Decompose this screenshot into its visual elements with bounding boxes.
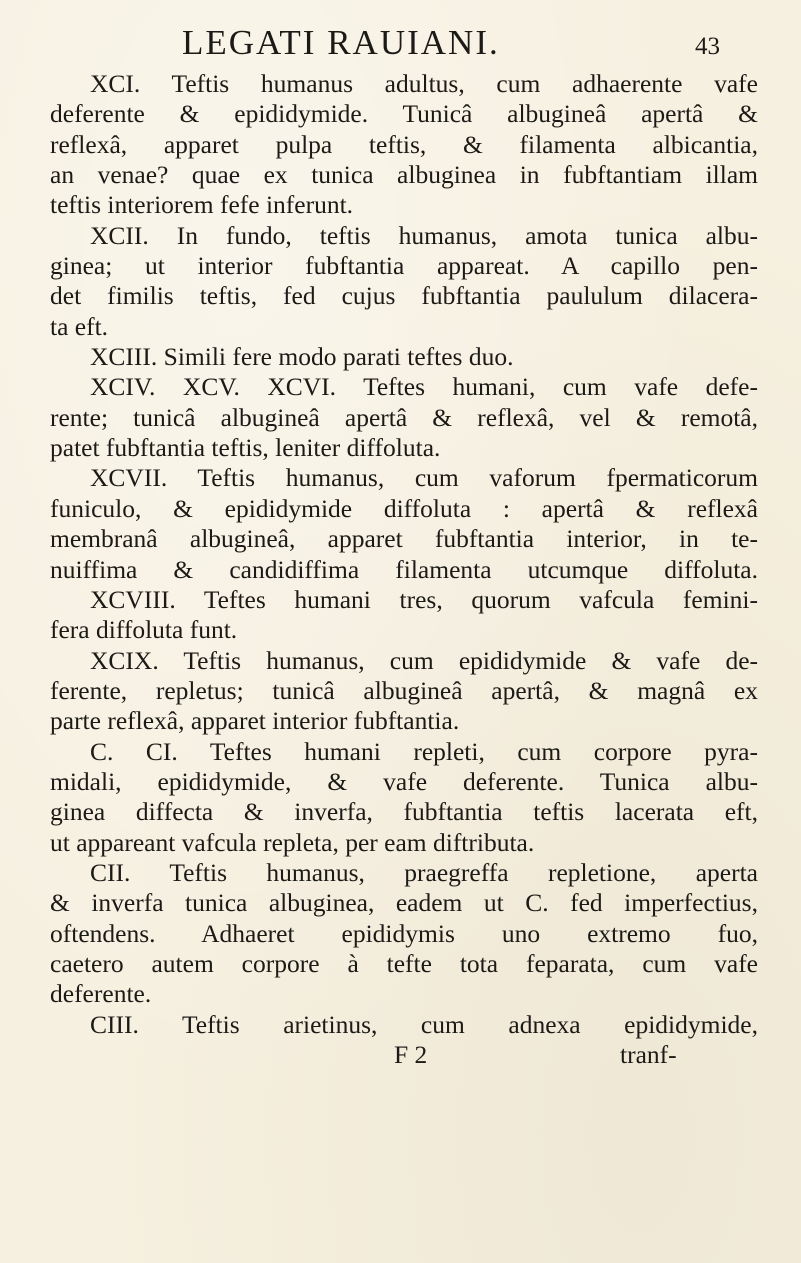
text-line: det fimilis teftis, fed cujus fubftantia paululum dilacera-: [50, 281, 758, 311]
text-line: XCIV. XCV. XCVI. Teftes humani, cum vafe defe-: [90, 372, 758, 402]
text-line: XCIX. Teftis humanus, cum epididymide & vafe de-: [90, 645, 758, 675]
text-line: ferente, repletus; tunicâ albugineâ apertâ, & magnâ ex: [50, 675, 758, 705]
signature-mark: F 2: [394, 1040, 428, 1069]
text-line: ginea diffecta & inverfa, fubftantia teftis lacerata eft,: [50, 797, 758, 827]
text-line: ta eft.: [50, 311, 109, 341]
text-line: XCII. In fundo, teftis humanus, amota tunica albu-: [90, 220, 758, 250]
text-line: XCVII. Teftis humanus, cum vaforum fpermaticorum: [90, 463, 758, 493]
text-line: reflexâ, apparet pulpa teftis, & filamenta albicantia,: [50, 129, 758, 159]
text-line: patet fubftantia teftis, leniter diffoluta.: [50, 433, 441, 463]
text-line: CIII. Teftis arietinus, cum adnexa epididymide,: [90, 1009, 758, 1039]
text-line: deferente.: [50, 979, 152, 1009]
catchword: tranf-: [620, 1040, 677, 1069]
text-line: teftis interiorem fefe inferunt.: [50, 190, 354, 220]
text-line: midali, epididymide, & vafe deferente. Tunica albu-: [50, 766, 758, 796]
text-line: nuiffima & candidiffima filamenta utcumque diffoluta.: [50, 554, 758, 584]
text-line: XCIII. Simili fere modo parati teftes duo.: [90, 342, 514, 372]
text-line: XCVIII. Teftes humani tres, quorum vafcula femini-: [90, 584, 758, 614]
text-line: deferente & epididymide. Tunicâ albugineâ apertâ &: [50, 99, 758, 129]
text-line: & inverfa tunica albuginea, eadem ut C. fed imperfectius,: [50, 888, 758, 918]
text-line: ginea; ut interior fubftantia appareat. A capillo pen-: [50, 251, 758, 281]
text-line: XCI. Teftis humanus adultus, cum adhaerente vafe: [90, 69, 758, 98]
text-line: parte reflexâ, apparet interior fubftantia.: [50, 706, 460, 736]
text-line: rente; tunicâ albugineâ apertâ & reflexâ, vel & remotâ,: [50, 402, 758, 432]
text-line: ut appareant vafcula repleta, per eam diftributa.: [50, 827, 535, 857]
signature-line: [50, 1040, 758, 1070]
text-line: fera diffoluta funt.: [50, 615, 238, 645]
text-line: CII. Teftis humanus, praegreffa repletione, aperta: [90, 857, 758, 887]
running-title: LEGATI RAUIANI.: [182, 23, 500, 62]
page-number: 43: [695, 33, 720, 60]
body-text: [50, 69, 758, 1070]
text-line: membranâ albugineâ, apparet fubftantia interior, in te-: [50, 524, 758, 554]
text-line: caetero autem corpore à tefte tota feparata, cum vafe: [50, 948, 758, 978]
text-line: an venae? quae ex tunica albuginea in fubftantiam illam: [50, 160, 758, 190]
text-line: oftendens. Adhaeret epididymis uno extremo fuo,: [50, 918, 758, 948]
text-line: funiculo, & epididymide diffoluta : apertâ & reflexâ: [50, 493, 758, 523]
running-head: [182, 22, 720, 64]
text-line: C. CI. Teftes humani repleti, cum corpore pyra-: [90, 736, 758, 766]
